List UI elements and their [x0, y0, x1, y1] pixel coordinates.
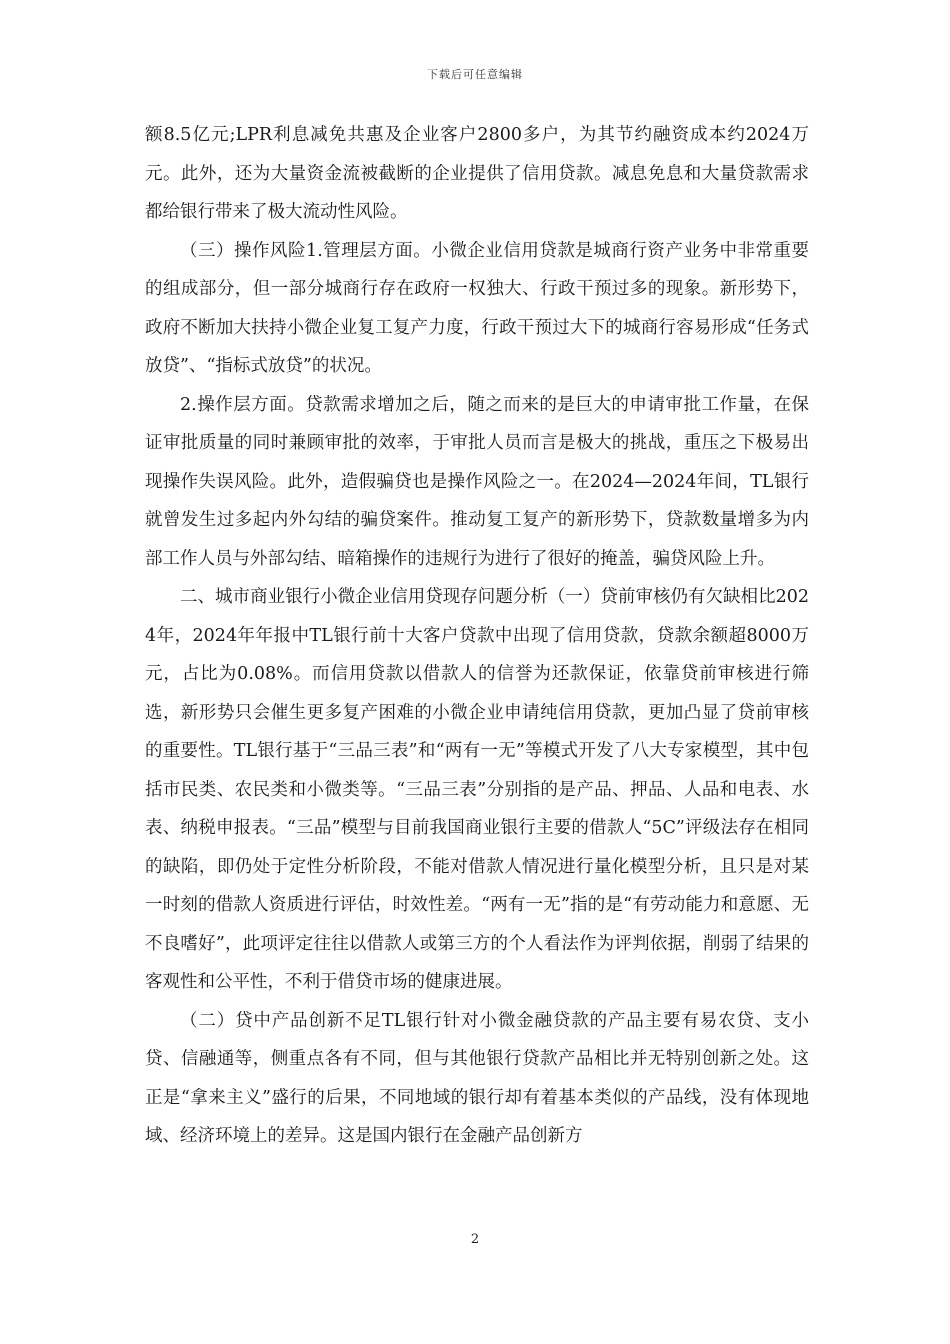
- document-body: [145, 116, 809, 1156]
- paragraph-4: 二、城市商业银行小微企业信用贷现存问题分析（一）贷前审核仍有欠缺相比2024年，2024年年报中TL银行前十大客户贷款中出现了信用贷款，贷款余额超8000万元，占比为0.08%。而信用贷款以借款人的信誉为还款保证，依靠贷前审核进行筛选，新形势只会催生更多复产困难的小微企业申请纯信用贷款，更加凸显了贷前审核的重要性。TL银行基于“三品三表”和“两有一无”等模式开发了八大专家模型，其中包括市民类、农民类和小微类等。“三品三表”分别指的是产品、押品、人品和电表、水表、纳税申报表。“三品”模型与目前我国商业银行主要的借款人“5C”评级法存在相同的缺陷，即仍处于定性分析阶段，不能对借款人情况进行量化模型分析，且只是对某一时刻的借款人资质进行评估，时效性差。“两有一无”指的是“有劳动能力和意愿、无不良嗜好”，此项评定往往以借款人或第三方的个人看法作为评判依据，削弱了结果的客观性和公平性，不利于借贷市场的健康进展。: [145, 587, 809, 992]
- paragraph-1: 额8.5亿元;LPR利息减免共惠及企业客户2800多户，为其节约融资成本约2024万元。此外，还为大量资金流被截断的企业提供了信用贷款。减息免息和大量贷款需求都给银行带来了极大流动性风险。: [145, 125, 809, 222]
- page-number: 2: [470, 1232, 480, 1247]
- paragraph-3: 2.操作层方面。贷款需求增加之后，随之而来的是巨大的申请审批工作量，在保证审批质量的同时兼顾审批的效率，于审批人员而言是极大的挑战，重压之下极易出现操作失误风险。此外，造假骗贷也是操作风险之一。在2024—2024年间，TL银行就曾发生过多起内外勾结的骗贷案件。推动复工复产的新形势下，贷款数量增多为内部工作人员与外部勾结、暗箱操作的违规行为进行了很好的掩盖，骗贷风险上升。: [145, 394, 809, 569]
- paragraph-2: （三）操作风险1.管理层方面。小微企业信用贷款是城商行资产业务中非常重要的组成部分，但一部分城商行存在政府一权独大、行政干预过多的现象。新形势下，政府不断加大扶持小微企业复工复产力度，行政干预过大下的城商行容易形成“任务式放贷”、“指标式放贷”的状况。: [145, 240, 809, 376]
- paragraph-5: （二）贷中产品创新不足TL银行针对小微金融贷款的产品主要有易农贷、支小贷、信融通等，侧重点各有不同，但与其他银行贷款产品相比并无特别创新之处。这正是“拿来主义”盛行的后果，不同地域的银行却有着基本类似的产品线，没有体现地域、经济环境上的差异。这是国内银行在金融产品创新方: [145, 1010, 809, 1146]
- page-header: 下载后可任意编辑: [427, 68, 523, 81]
